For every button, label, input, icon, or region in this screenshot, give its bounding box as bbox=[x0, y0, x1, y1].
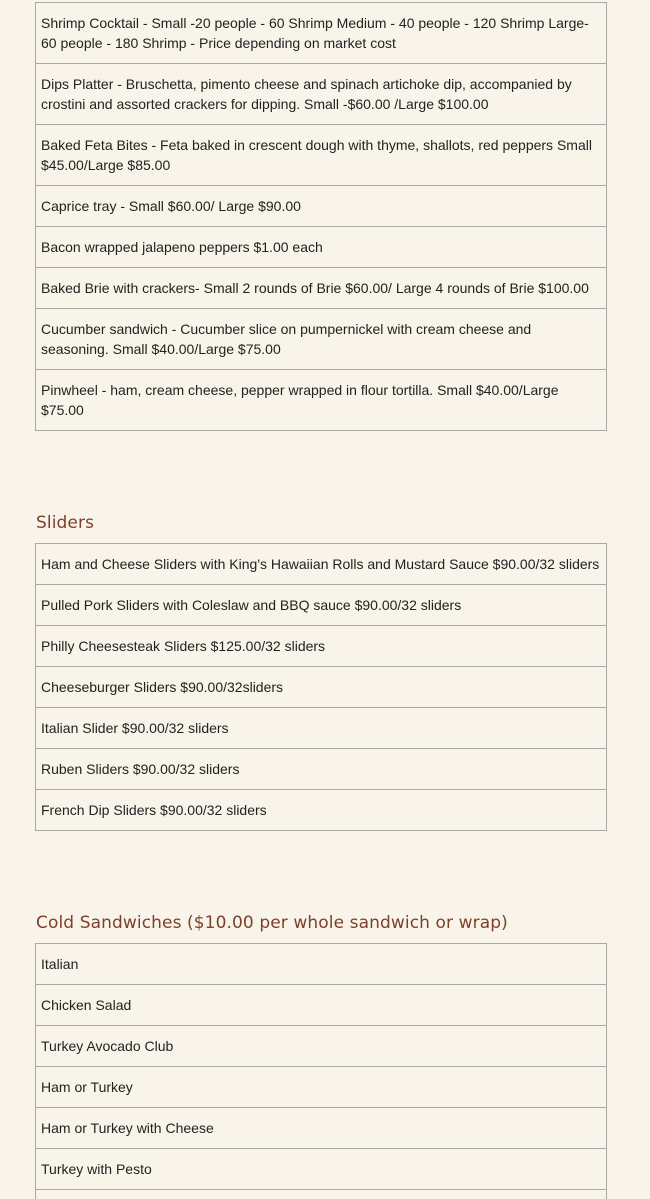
menu-item: Turkey with Pesto bbox=[36, 1149, 607, 1190]
cold-sandwiches-table bbox=[35, 943, 607, 1199]
table-row bbox=[36, 667, 607, 708]
menu-item: Dips Platter - Bruschetta, pimento cheese and spinach artichoke dip, accompanied by crostini and assorted crackers for dipping. Small -$60.00 /Large $100.00 bbox=[36, 64, 607, 125]
table-row bbox=[36, 309, 607, 370]
menu-item: Ruben Sliders $90.00/32 sliders bbox=[36, 749, 607, 790]
menu-item: Shrimp Cocktail - Small -20 people - 60 Shrimp Medium - 40 people - 120 Shrimp Large- 60 people - 180 Shrimp - Price depending on market cost bbox=[36, 3, 607, 64]
menu-item: Pinwheel - ham, cream cheese, pepper wrapped in flour tortilla. Small $40.00/Large $75.00 bbox=[36, 370, 607, 431]
table-row bbox=[36, 227, 607, 268]
menu-item: Italian bbox=[36, 944, 607, 985]
table-row bbox=[36, 3, 607, 64]
table-row bbox=[36, 626, 607, 667]
table-row bbox=[36, 1108, 607, 1149]
menu-item bbox=[36, 1190, 607, 1199]
menu-item: Ham or Turkey with Cheese bbox=[36, 1108, 607, 1149]
menu-item: Bacon wrapped jalapeno peppers $1.00 each bbox=[36, 227, 607, 268]
menu-item: Cheeseburger Sliders $90.00/32sliders bbox=[36, 667, 607, 708]
menu-item: Baked Feta Bites - Feta baked in crescent dough with thyme, shallots, red peppers Small $45.00/Large $85.00 bbox=[36, 125, 607, 186]
menu-item: Ham or Turkey bbox=[36, 1067, 607, 1108]
table-row bbox=[36, 1067, 607, 1108]
menu-item: French Dip Sliders $90.00/32 sliders bbox=[36, 790, 607, 831]
table-row bbox=[36, 1026, 607, 1067]
table-row bbox=[36, 585, 607, 626]
table-row bbox=[36, 370, 607, 431]
table-row bbox=[36, 708, 607, 749]
cold-sandwiches-heading: Cold Sandwiches ($10.00 per whole sandwich or wrap) bbox=[36, 913, 508, 933]
table-row bbox=[36, 544, 607, 585]
table-row bbox=[36, 985, 607, 1026]
menu-item: Baked Brie with crackers- Small 2 rounds of Brie $60.00/ Large 4 rounds of Brie $100.00 bbox=[36, 268, 607, 309]
table-row bbox=[36, 64, 607, 125]
menu-item: Chicken Salad bbox=[36, 985, 607, 1026]
menu-item: Caprice tray - Small $60.00/ Large $90.00 bbox=[36, 186, 607, 227]
menu-item: Cucumber sandwich - Cucumber slice on pumpernickel with cream cheese and seasoning. Small $40.00/Large $75.00 bbox=[36, 309, 607, 370]
table-row bbox=[36, 186, 607, 227]
menu-item: Pulled Pork Sliders with Coleslaw and BBQ sauce $90.00/32 sliders bbox=[36, 585, 607, 626]
table-row bbox=[36, 268, 607, 309]
table-row bbox=[36, 1190, 607, 1199]
menu-item: Ham and Cheese Sliders with King's Hawaiian Rolls and Mustard Sauce $90.00/32 sliders bbox=[36, 544, 607, 585]
menu-item: Italian Slider $90.00/32 sliders bbox=[36, 708, 607, 749]
table-row bbox=[36, 790, 607, 831]
table-row bbox=[36, 944, 607, 985]
table-row bbox=[36, 125, 607, 186]
menu-item: Turkey Avocado Club bbox=[36, 1026, 607, 1067]
sliders-heading: Sliders bbox=[36, 513, 95, 533]
table-row bbox=[36, 1149, 607, 1190]
menu-item: Philly Cheesesteak Sliders $125.00/32 sliders bbox=[36, 626, 607, 667]
sliders-table bbox=[35, 543, 607, 831]
appetizers-table bbox=[35, 2, 607, 431]
table-row bbox=[36, 749, 607, 790]
